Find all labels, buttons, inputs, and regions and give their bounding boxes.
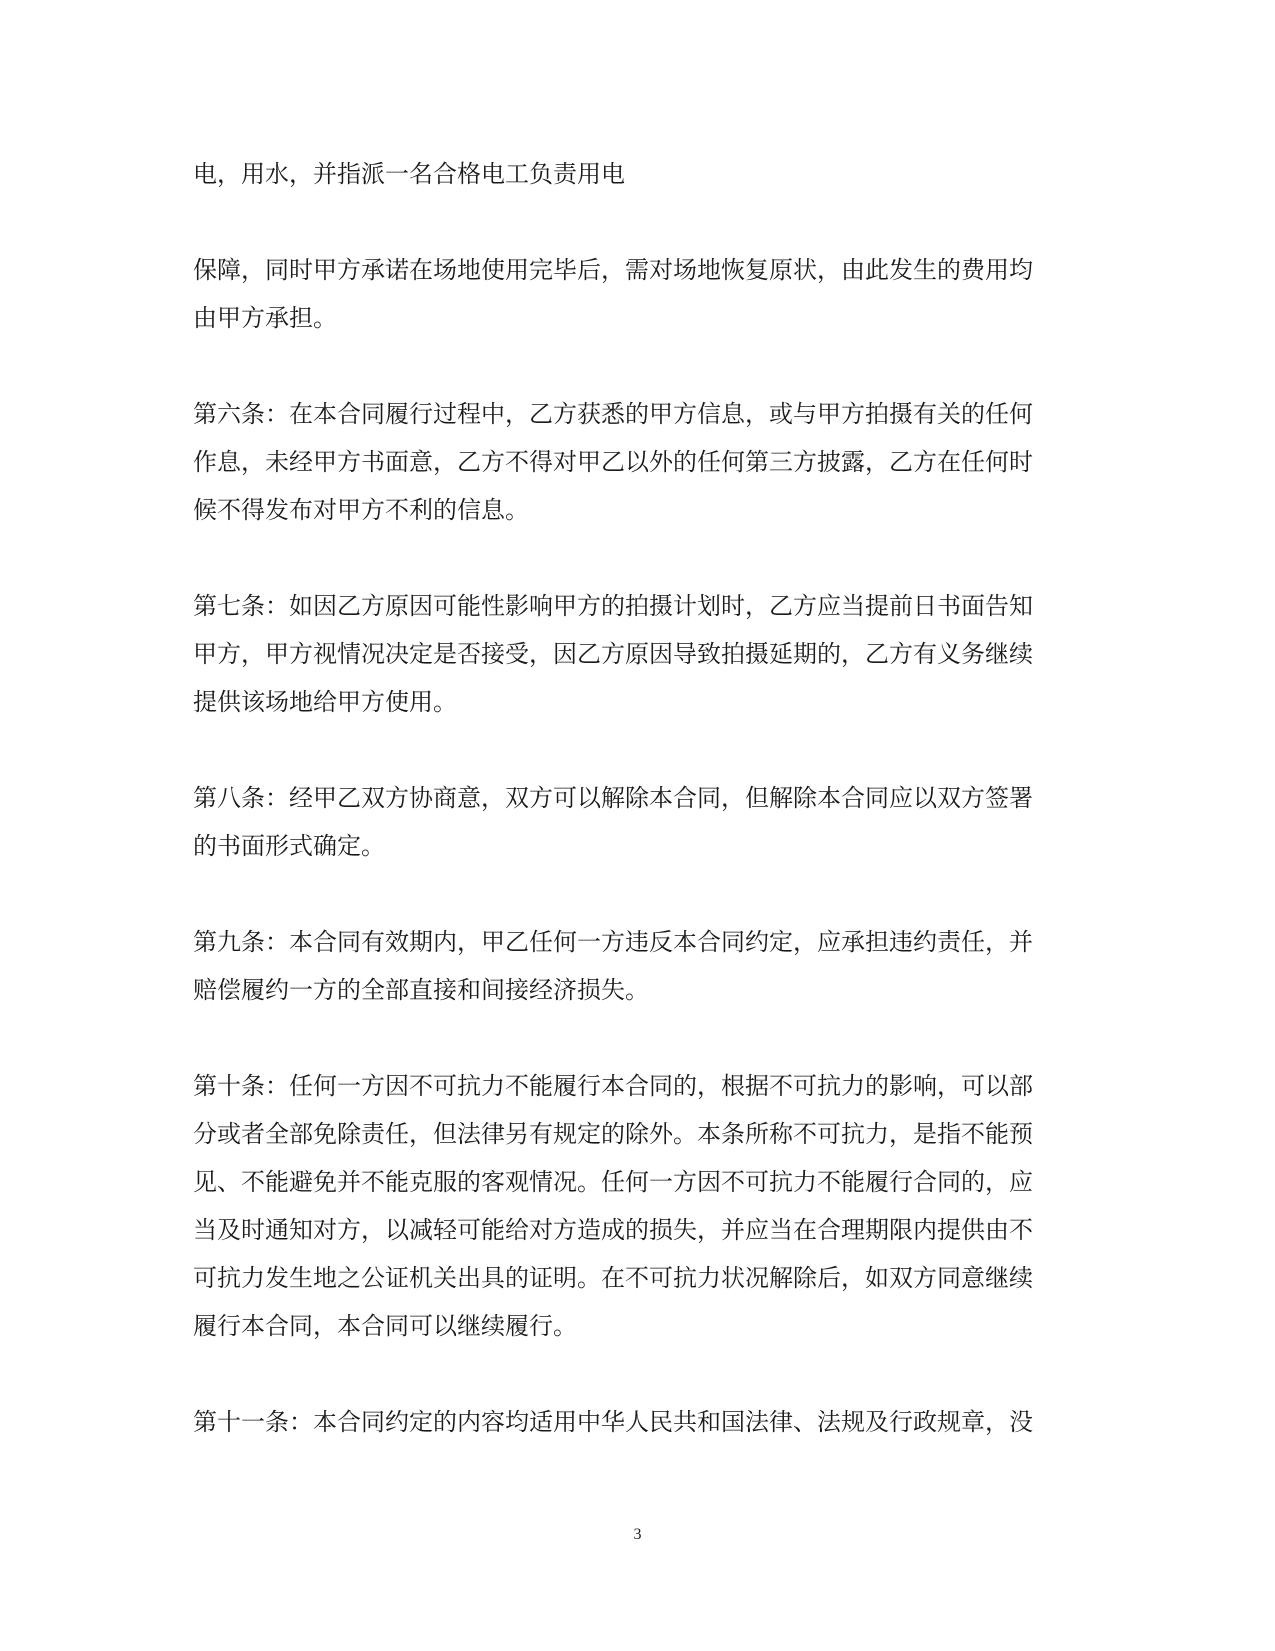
text-line: 分或者全部免除责任，但法律另有规定的除外。本条所称不可抗力，是指不能预 bbox=[193, 1120, 1033, 1148]
text-line: 提供该场地给甲方使用。 bbox=[193, 688, 457, 716]
article-6-line: 第六条：在本合同履行过程中，乙方获悉的甲方信息，或与甲方拍摄有关的任何 bbox=[193, 400, 1033, 428]
text-line: 作息，未经甲方书面意，乙方不得对甲乙以外的任何第三方披露，乙方在任何时 bbox=[193, 448, 1033, 476]
paragraph-gap bbox=[193, 198, 1073, 246]
text-line: 甲方，甲方视情况决定是否接受，因乙方原因导致拍摄延期的，乙方有义务继续 bbox=[193, 640, 1033, 668]
paragraph-gap bbox=[193, 726, 1073, 774]
text-line: 当及时通知对方，以减轻可能给对方造成的损失，并应当在合理期限内提供由不 bbox=[193, 1216, 1033, 1244]
text-line: 电，用水，并指派一名合格电工负责用电 bbox=[193, 160, 625, 188]
paragraph-gap bbox=[193, 1350, 1073, 1398]
text-line: 见、不能避免并不能克服的客观情况。任何一方因不可抗力不能履行合同的，应 bbox=[193, 1168, 1033, 1196]
paragraph-gap bbox=[193, 534, 1073, 582]
paragraph-gap bbox=[193, 342, 1073, 390]
article-10-line: 第十条：任何一方因不可抗力不能履行本合同的，根据不可抗力的影响，可以部 bbox=[193, 1072, 1033, 1100]
text-line: 保障，同时甲方承诺在场地使用完毕后，需对场地恢复原状，由此发生的费用均 bbox=[193, 256, 1033, 284]
article-11-line: 第十一条：本合同约定的内容均适用中华人民共和国法律、法规及行政规章，没 bbox=[193, 1408, 1033, 1436]
article-9-line: 第九条：本合同有效期内，甲乙任何一方违反本合同约定，应承担违约责任，并 bbox=[193, 928, 1033, 956]
text-line: 赔偿履约一方的全部直接和间接经济损失。 bbox=[193, 976, 649, 1004]
text-line: 履行本合同，本合同可以继续履行。 bbox=[193, 1312, 577, 1340]
paragraph-gap bbox=[193, 870, 1073, 918]
article-7-line: 第七条：如因乙方原因可能性影响甲方的拍摄计划时，乙方应当提前日书面告知 bbox=[193, 592, 1033, 620]
text-line: 候不得发布对甲方不利的信息。 bbox=[193, 496, 529, 524]
text-line: 可抗力发生地之公证机关出具的证明。在不可抗力状况解除后，如双方同意继续 bbox=[193, 1264, 1033, 1292]
article-8-line: 第八条：经甲乙双方协商意，双方可以解除本合同，但解除本合同应以双方签署 bbox=[193, 784, 1033, 812]
page-number: 3 bbox=[633, 1526, 642, 1543]
text-line: 的书面形式确定。 bbox=[193, 832, 385, 860]
paragraph-gap bbox=[193, 1014, 1073, 1062]
text-line: 由甲方承担。 bbox=[193, 304, 337, 332]
document-body bbox=[193, 150, 1073, 1446]
